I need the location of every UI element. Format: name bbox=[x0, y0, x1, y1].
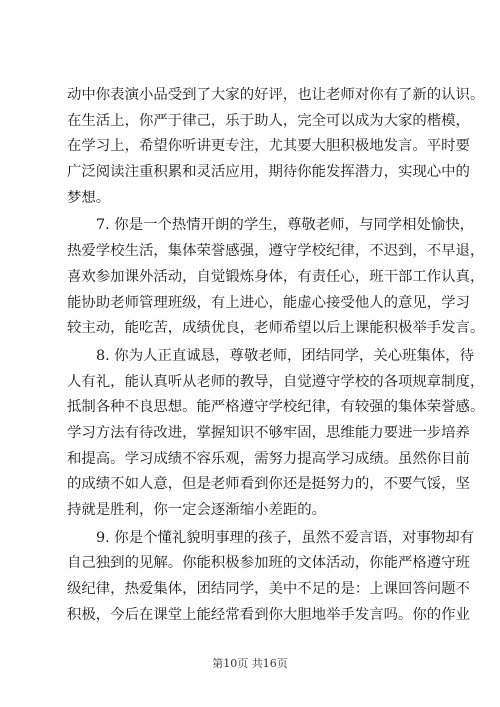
text-line: 较主动，能吃苦，成绩优良，老师希望以后上课能积极举手发言。 bbox=[67, 320, 485, 337]
page-number: 第10页 共16页 bbox=[212, 657, 288, 670]
text-line: 广泛阅读注重积累和灵活应用，期待你能发挥潜力，实现心中的 bbox=[67, 164, 470, 181]
text-line: 级纪律，热爱集体，团结同学，美中不足的是：上课回答问题不 bbox=[67, 581, 470, 598]
text-line: 9. 你是个懂礼貌明事理的孩子，虽然不爱言语，对事物却有 bbox=[96, 529, 475, 546]
text-line: 自己独到的见解。你能积极参加班的文体活动，你能严格遵守班 bbox=[67, 555, 470, 572]
text-line: 8. 你为人正直诚恳，尊敬老师，团结同学，关心班集体，待 bbox=[96, 347, 475, 364]
text-line: 能协助老师管理班级，有上进心，能虚心接受他人的意见，学习 bbox=[67, 294, 470, 311]
paragraph bbox=[67, 529, 475, 623]
text-line: 和提高。学习成绩不容乐观，需努力提高学习成绩。虽然你目前 bbox=[67, 450, 470, 467]
paragraph bbox=[67, 347, 485, 518]
text-line: 积极，今后在课堂上能经常看到你大胆地举手发言吗。你的作业 bbox=[67, 606, 470, 623]
text-line: 抵制各种不良思想。能严格遵守学校纪律，有较强的集体荣誉感。 bbox=[67, 399, 485, 416]
text-line: 梦想。 bbox=[67, 189, 111, 206]
paragraph bbox=[67, 217, 485, 337]
text-line: 动中你表演小品受到了大家的好评，也让老师对你有了新的认识。 bbox=[67, 87, 485, 103]
document-body bbox=[67, 87, 485, 633]
text-line: 在生活上，你严于律己，乐于助人，完全可以成为大家的楷模， bbox=[67, 112, 470, 129]
text-line: 持就是胜利，你一定会逐渐缩小差距的。 bbox=[67, 502, 327, 518]
text-line: 学习方法有待改进，掌握知识不够牢固，思维能力要进一步培养 bbox=[67, 424, 470, 441]
text-line: 的成绩不如人意，但是老师看到你还是挺努力的，不要气馁，坚 bbox=[67, 476, 470, 493]
page-footer bbox=[0, 655, 500, 671]
paragraph bbox=[67, 87, 485, 206]
text-line: 喜欢参加课外活动，自觉锻炼身体，有责任心，班干部工作认真， bbox=[67, 268, 485, 285]
text-line: 人有礼，能认真听从老师的教导，自觉遵守学校的各项规章制度， bbox=[67, 373, 485, 390]
text-line: 热爱学校生活，集体荣誉感强，遵守学校纪律，不迟到，不早退， bbox=[67, 243, 485, 260]
text-line: 7. 你是一个热情开朗的学生，尊敬老师，与同学相处愉快， bbox=[96, 217, 475, 234]
text-line: 在学习上，希望你听讲更专注，尤其要大胆积极地发言。平时要 bbox=[67, 138, 470, 155]
